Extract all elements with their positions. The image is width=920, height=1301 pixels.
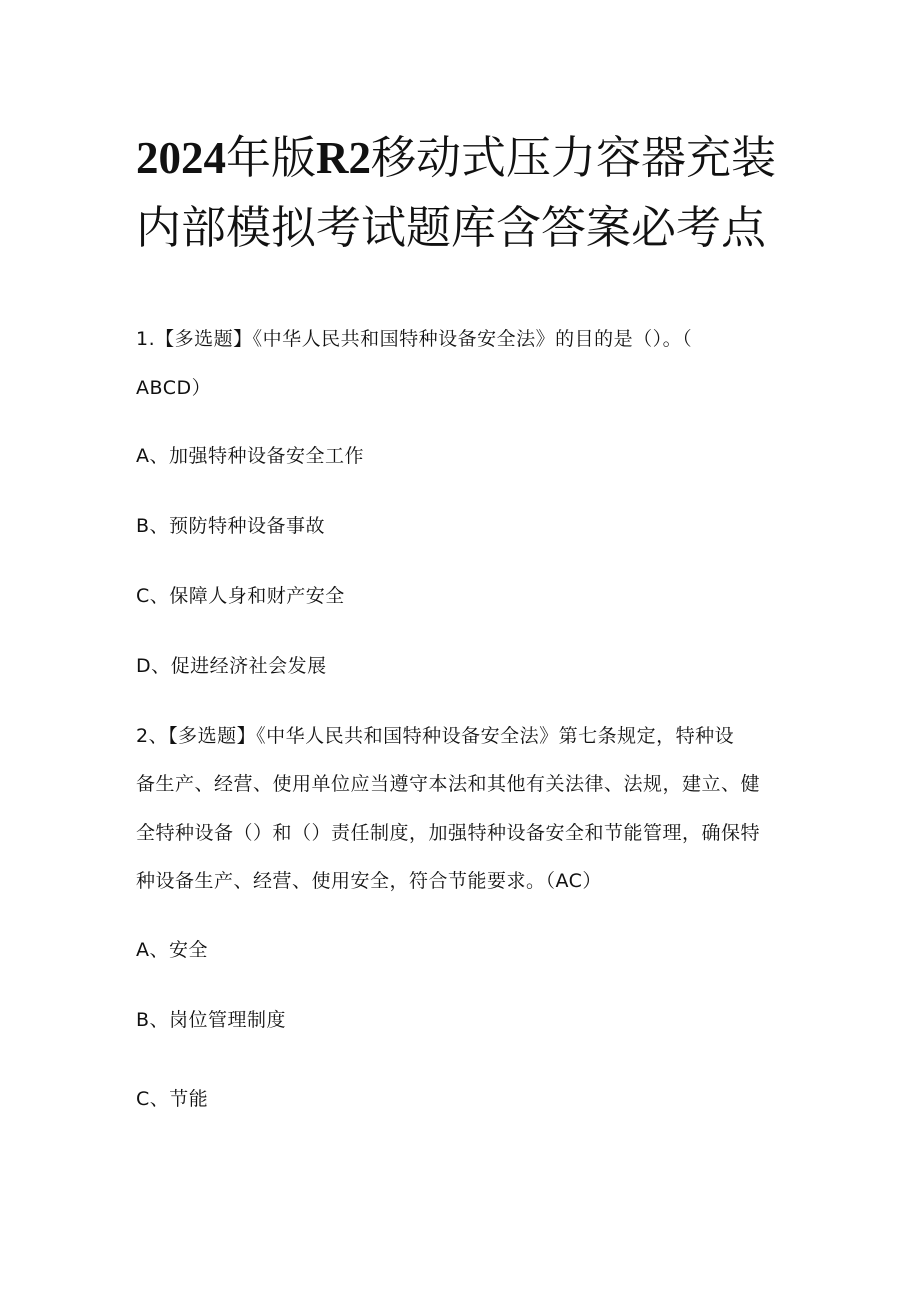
title-part-1: 年版 <box>226 131 317 184</box>
question-2-option-a: A、安全 <box>136 939 208 961</box>
question-1-line-2: ABCD） <box>136 377 212 399</box>
question-1-option-d: D、促进经济社会发展 <box>136 655 327 677</box>
question-2-line-1: 2、【多选题】《中华人民共和国特种设备安全法》第七条规定，特种设 <box>136 725 735 747</box>
question-2-line-2: 备生产、经营、使用单位应当遵守本法和其他有关法律、法规，建立、健 <box>136 773 761 795</box>
question-1-option-c: C、保障人身和财产安全 <box>136 585 345 607</box>
title-part-2: 移动式压力容器充装 <box>371 131 777 184</box>
question-2-option-b: B、岗位管理制度 <box>136 1009 287 1031</box>
document-title <box>136 123 796 263</box>
title-line-2: 内部模拟考试题库含答案必考点 <box>136 201 767 254</box>
question-2-line-4: 种设备生产、经营、使用安全，符合节能要求。（AC） <box>136 870 602 892</box>
question-1-option-a: A、加强特种设备安全工作 <box>136 445 364 467</box>
title-line-1 <box>136 123 796 193</box>
question-1-option-b: B、预防特种设备事故 <box>136 515 326 537</box>
title-year: 2024 <box>136 133 226 183</box>
title-code: R2 <box>316 133 372 183</box>
question-2-line-3: 全特种设备（）和（）责任制度，加强特种设备安全和节能管理，确保特 <box>136 822 761 844</box>
question-1-line-1: 1.【多选题】《中华人民共和国特种设备安全法》的目的是（）。（ <box>136 328 693 350</box>
question-2-option-c: C、节能 <box>136 1088 209 1110</box>
